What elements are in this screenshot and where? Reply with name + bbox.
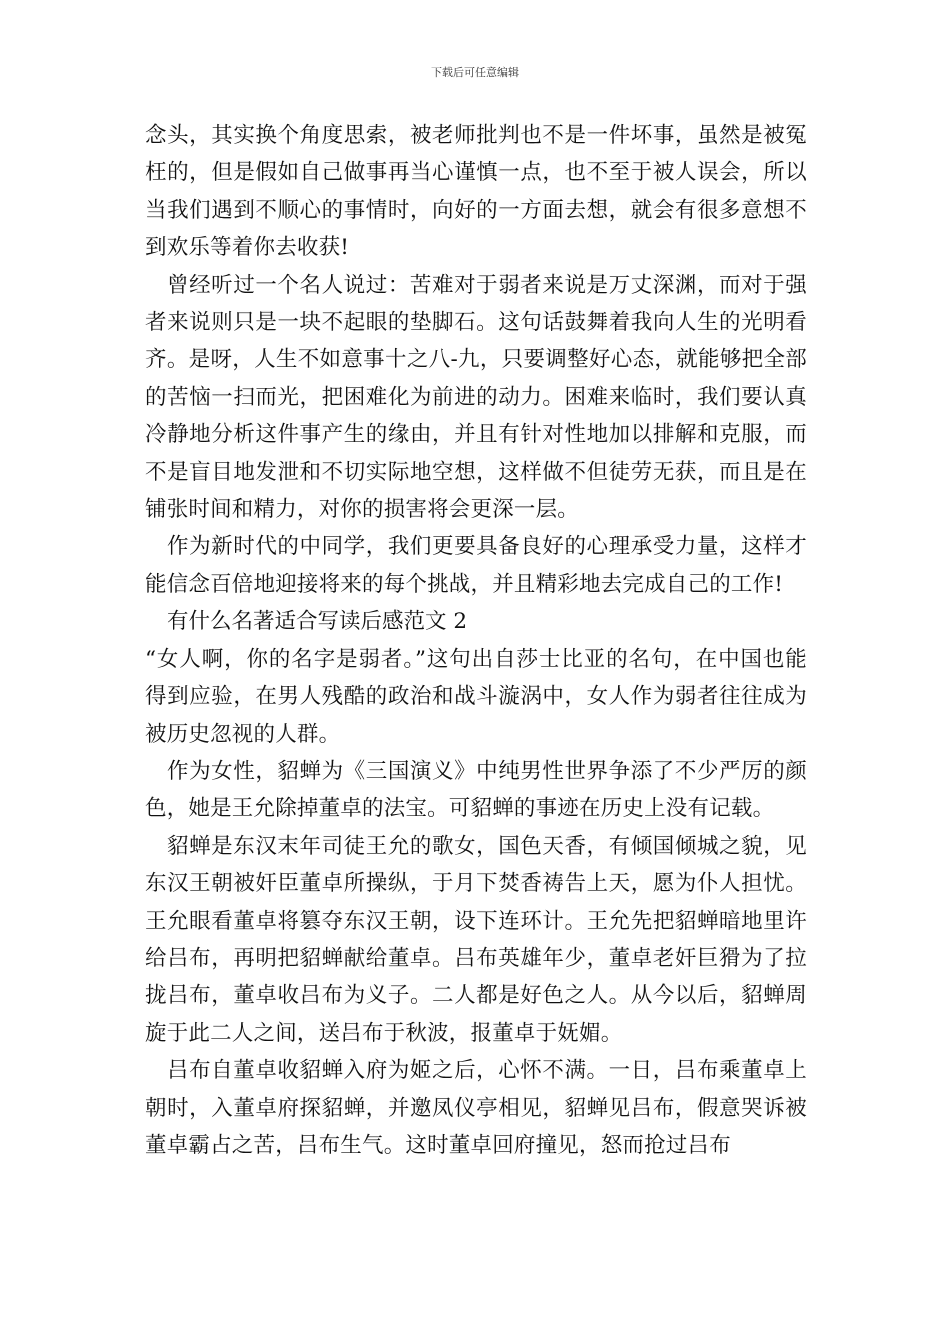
- document-body: [145, 117, 807, 1164]
- paragraph-2: 曾经听过一个名人说过：苦难对于弱者来说是万丈深渊，而对于强者来说则只是一块不起眼的垫脚石。这句话鼓舞着我向人生的光明看齐。是呀，人生不如意事十之八-九，只要调整好心态，就能够把全部的苦恼一扫而光，把困难化为前进的动力。困难来临时，我们要认真冷静地分析这件事产生的缘由，并且有针对性地加以排解和克服，而不是盲目地发泄和不切实际地空想，这样做不但徒劳无获，而且是在铺张时间和精力，对你的损害将会更深一层。: [145, 272, 807, 523]
- section-paragraph-4: 吕布自董卓收貂蝉入府为姬之后，心怀不满。一日，吕布乘董卓上朝时，入董卓府探貂蝉，并邀凤仪亭相见，貂蝉见吕布，假意哭诉被董卓霸占之苦，吕布生气。这时董卓回府撞见，怒而抢过吕布: [145, 1058, 807, 1158]
- section-heading: 有什么名著适合写读后感范文 2: [167, 609, 468, 635]
- section-paragraph-3: 貂蝉是东汉末年司徒王允的歌女，国色天香，有倾国倾城之貌，见东汉王朝被奸臣董卓所操纵，于月下焚香祷告上天，愿为仆人担忧。王允眼看董卓将篡夺东汉王朝，设下连环计。王允先把貂蝉暗地里许给吕布，再明把貂蝉献给董卓。吕布英雄年少，董卓老奸巨猾为了拉拢吕布，董卓收吕布为义子。二人都是好色之人。从今以后，貂蝉周旋于此二人之间，送吕布于秋波，报董卓于妩媚。: [145, 833, 807, 1046]
- section-paragraph-2: 作为女性，貂蝉为《三国演义》中纯男性世界争添了不少严厉的颜色，她是王允除掉董卓的法宝。可貂蝉的事迹在历史上没有记载。: [145, 758, 807, 822]
- page-header-note: 下载后可任意编辑: [431, 66, 519, 79]
- paragraph-3: 作为新时代的中同学，我们更要具备良好的心理承受力量，这样才能信念百倍地迎接将来的每个挑战，并且精彩地去完成自己的工作!: [145, 534, 807, 597]
- paragraph-1: 念头，其实换个角度思索，被老师批判也不是一件坏事，虽然是被冤枉的，但是假如自己做事再当心谨慎一点，也不至于被人误会，所以当我们遇到不顺心的事情时，向好的一方面去想，就会有很多意想不到欢乐等着你去收获!: [145, 123, 807, 261]
- section-paragraph-1: “女人啊，你的名字是弱者。”这句出自莎士比亚的名句，在中国也能得到应验，在男人残酷的政治和战斗漩涡中，女人作为弱者往往成为被历史忽视的人群。: [145, 646, 807, 747]
